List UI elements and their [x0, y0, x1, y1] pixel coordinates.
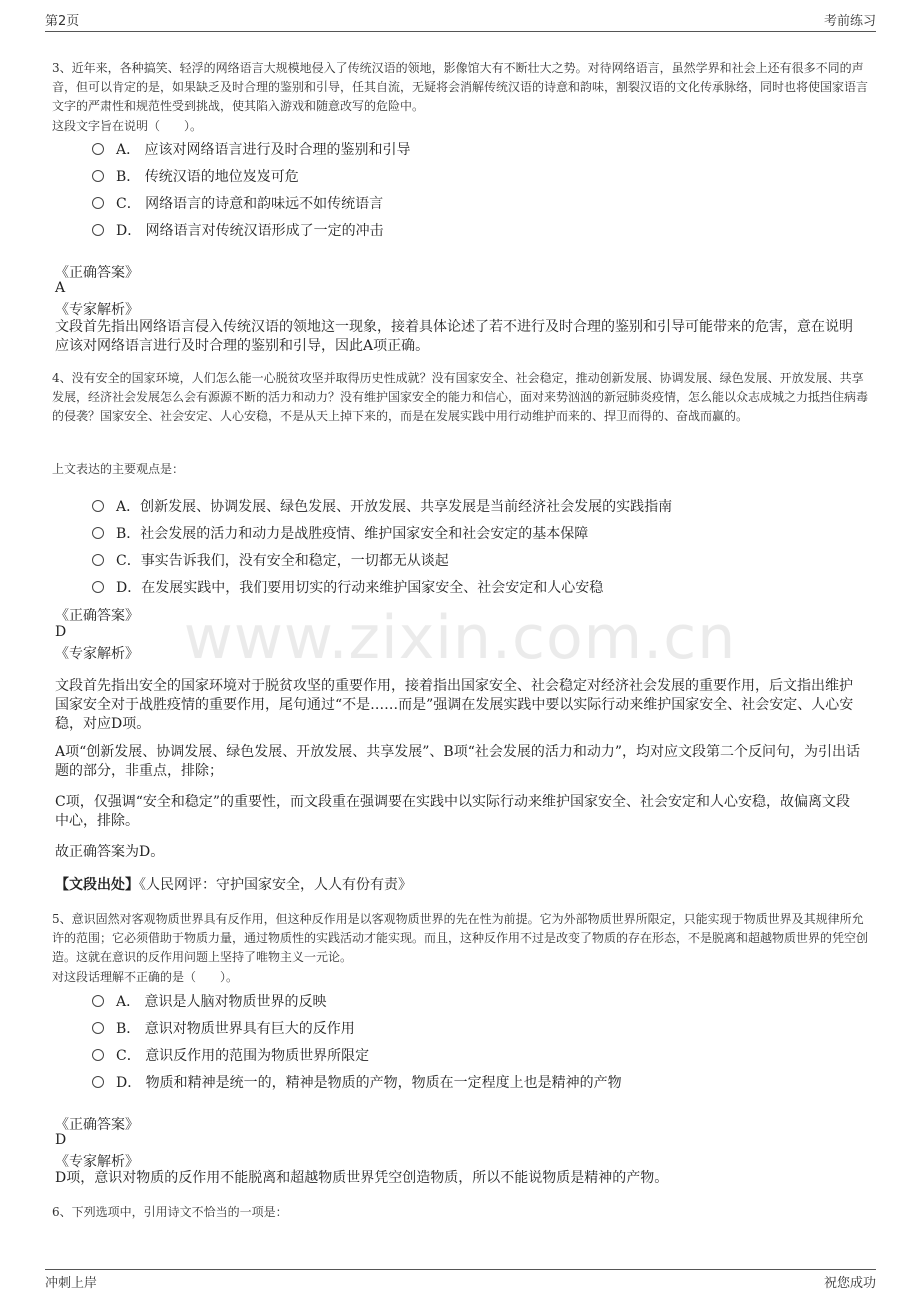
radio-icon[interactable]	[92, 1022, 104, 1034]
option-label: B．社会发展的活力和动力是战胜疫情、维护国家安全和社会安定的基本保障	[116, 526, 589, 542]
q4-option-b[interactable]	[92, 523, 588, 543]
option-label: A． 应该对网络语言进行及时合理的鉴别和引导	[116, 142, 411, 158]
option-label: A．创新发展、协调发展、绿色发展、开放发展、共享发展是当前经济社会发展的实践指南	[116, 499, 673, 515]
option-label: B． 传统汉语的地位岌岌可危	[116, 169, 299, 185]
q4-answer-label: 《正确答案》	[55, 608, 139, 624]
q3-question: 这段文字旨在说明（ ）。	[52, 119, 203, 133]
q5-analysis: D项，意识对物质的反作用不能脱离和超越物质世界凭空创造物质，所以不能说物质是精神的产物。	[55, 1170, 669, 1186]
option-label: C． 网络语言的诗意和韵味远不如传统语言	[116, 196, 384, 212]
q3-analysis: 文段首先指出网络语言侵入传统汉语的领地这一现象，接着具体论述了若不进行及时合理的鉴别和引导可能带来的危害，意在说明应该对网络语言进行及时合理的鉴别和引导，因此A项正确。	[55, 319, 853, 354]
q3-option-a[interactable]	[92, 139, 411, 159]
q3-option-d[interactable]	[92, 220, 384, 240]
header-title: 考前练习	[823, 14, 876, 29]
q5-option-d[interactable]	[92, 1072, 622, 1092]
q5-question: 对这段话理解不正确的是（ ）。	[52, 970, 239, 984]
q4-option-a[interactable]	[92, 496, 672, 516]
q5-answer-label: 《正确答案》	[55, 1117, 139, 1133]
q4-option-c[interactable]	[92, 550, 449, 570]
option-label: B． 意识对物质世界具有巨大的反作用	[116, 1021, 355, 1037]
source-label: 【文段出处】	[55, 877, 139, 893]
q3-option-c[interactable]	[92, 193, 383, 213]
q5-analysis-label: 《专家解析》	[55, 1154, 139, 1170]
watermark: www.zixin.com.cn	[183, 603, 737, 673]
q4-answer: D	[55, 624, 67, 640]
q3-option-b[interactable]	[92, 166, 299, 186]
option-label: C． 意识反作用的范围为物质世界所限定	[116, 1048, 370, 1064]
radio-icon[interactable]	[92, 1076, 104, 1088]
radio-icon[interactable]	[92, 143, 104, 155]
q4-analysis-p3: C项，仅强调“安全和稳定”的重要性，而文段重在强调要在实践中以实际行动来维护国家安全、社会安定和人心安稳，故偏离文段中心，排除。	[55, 794, 851, 829]
q6-stem: 6、下列选项中，引用诗文不恰当的一项是：	[52, 1205, 288, 1219]
page-number: 第2页	[45, 14, 80, 29]
q5-option-a[interactable]	[92, 991, 327, 1011]
footer-right: 祝您成功	[823, 1276, 876, 1291]
option-label: D． 网络语言对传统汉语形成了一定的冲击	[116, 223, 384, 239]
footer-divider	[45, 1269, 876, 1270]
source-text: 《人民网评：守护国家安全，人人有份有责》	[139, 877, 412, 893]
q5-option-b[interactable]	[92, 1018, 355, 1038]
q5-stem: 5、意识固然对客观物质世界具有反作用，但这种反作用是以客观物质世界的先在性为前提。它为外部物质世界所限定，只能实现于物质世界及其规律所允许的范围；它必须借助于物质力量，通过物质性的实践活动才能实现。而且，这种反作用不过是改变了物质的存在形态，不是脱离和超越物质世界的凭空创造。这就在意识的反作用问题上坚持了唯物主义一元论。	[52, 912, 869, 964]
radio-icon[interactable]	[92, 170, 104, 182]
radio-icon[interactable]	[92, 995, 104, 1007]
q4-analysis-p4: 故正确答案为D。	[55, 844, 165, 860]
q3-answer: A	[55, 280, 66, 296]
radio-icon[interactable]	[92, 1049, 104, 1061]
q3-answer-label: 《正确答案》	[55, 265, 139, 281]
radio-icon[interactable]	[92, 581, 104, 593]
q3-analysis-label: 《专家解析》	[55, 302, 139, 318]
q4-source	[55, 876, 861, 895]
q4-analysis-p2: A项“创新发展、协调发展、绿色发展、开放发展、共享发展”、B项“社会发展的活力和动力”，均对应文段第二个反问句，为引出话题的部分，非重点，排除；	[55, 744, 861, 779]
q4-analysis-label: 《专家解析》	[55, 646, 139, 662]
q4-analysis-p1: 文段首先指出安全的国家环境对于脱贫攻坚的重要作用，接着指出国家安全、社会稳定对经济社会发展的重要作用，后文指出维护国家安全对于战胜疫情的重要作用，尾句通过“不是……而是”强调在发展实践中要以实际行动来维护国家安全、社会安定、人心安稳，对应D项。	[55, 678, 854, 732]
q3-stem: 3、近年来，各种搞笑、轻浮的网络语言大规模地侵入了传统汉语的领地，影像馆大有不断壮大之势。对待网络语言，虽然学界和社会上还有很多不同的声音，但可以肯定的是，如果缺乏及时合理的鉴别和引导，任其自流，无疑将会消解传统汉语的诗意和韵味，割裂汉语的文化传承脉络，同时也将使国家语言文字的严肃性和规范性受到挑战，使其陷入游戏和随意改写的危险中。	[52, 61, 869, 113]
option-label: D． 物质和精神是统一的，精神是物质的产物，物质在一定程度上也是精神的产物	[116, 1075, 622, 1091]
radio-icon[interactable]	[92, 554, 104, 566]
q5-answer: D	[55, 1132, 67, 1148]
radio-icon[interactable]	[92, 527, 104, 539]
footer-left: 冲刺上岸	[45, 1276, 98, 1291]
radio-icon[interactable]	[92, 224, 104, 236]
radio-icon[interactable]	[92, 500, 104, 512]
q4-stem: 4、没有安全的国家环境，人们怎么能一心脱贫攻坚并取得历史性成就？没有国家安全、社会稳定，推动创新发展、协调发展、绿色发展、开放发展、共享发展，经济社会发展怎么会有源源不断的活力和动力？没有维护国家安全的能力和信心，面对来势汹汹的新冠肺炎疫情，怎么能以众志成城之力抵挡住病毒的侵袭？国家安全、社会安定、人心安稳，不是从天上掉下来的，而是在发展实践中用行动维护而来的、捍卫而得的、奋战而赢的。	[52, 371, 869, 423]
q4-question: 上文表达的主要观点是：	[52, 462, 185, 476]
radio-icon[interactable]	[92, 197, 104, 209]
option-label: D．在发展实践中，我们要用切实的行动来维护国家安全、社会安定和人心安稳	[116, 580, 604, 596]
option-label: C．事实告诉我们，没有安全和稳定，一切都无从谈起	[116, 553, 449, 569]
header-divider	[45, 31, 876, 32]
q5-option-c[interactable]	[92, 1045, 369, 1065]
option-label: A． 意识是人脑对物质世界的反映	[116, 994, 327, 1010]
q4-option-d[interactable]	[92, 577, 603, 597]
